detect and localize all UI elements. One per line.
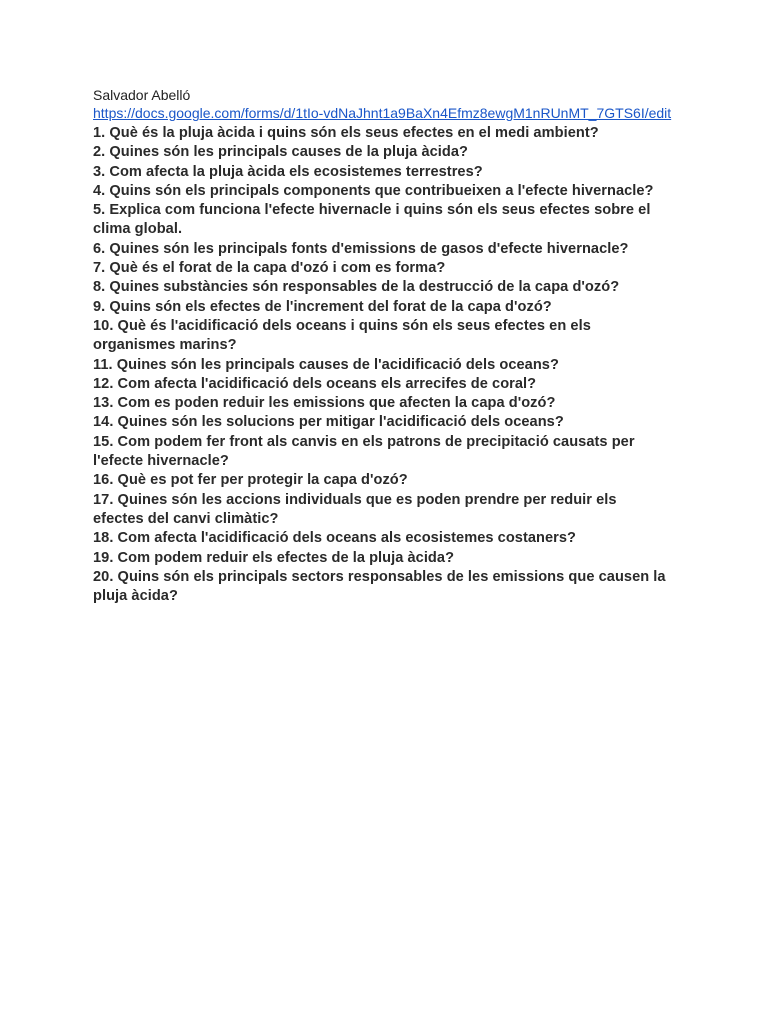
question-item: 3. Com afecta la pluja àcida els ecosistemes terrestres? [93, 163, 483, 180]
question-item: 19. Com podem reduir els efectes de la pluja àcida? [93, 549, 455, 566]
question-item: 6. Quines són les principals fonts d'emissions de gasos d'efecte hivernacle? [93, 240, 629, 257]
question-item: 5. Explica com funciona l'efecte hivernacle i quins són els seus efectes sobre el clima global. [93, 202, 651, 238]
question-item: 20. Quins són els principals sectors responsables de les emissions que causen la pluja àcida? [93, 568, 666, 605]
question-item: 13. Com es poden reduir les emissions que afecten la capa d'ozó? [93, 395, 556, 412]
question-item: 11. Quines són les principals causes de l'acidificació dels oceans? [93, 356, 559, 373]
author-name: Salvador Abelló [93, 87, 191, 103]
question-item: 12. Com afecta l'acidificació dels oceans els arrecifes de coral? [93, 375, 537, 392]
question-item: 1. Què és la pluja àcida i quins són els seus efectes en el medi ambient? [93, 125, 599, 141]
question-item: 9. Quins són els efectes de l'increment del forat de la capa d'ozó? [93, 298, 552, 315]
question-item: 2. Quines són les principals causes de la pluja àcida? [93, 144, 468, 161]
question-item: 18. Com afecta l'acidificació dels oceans als ecosistemes costaners? [93, 530, 577, 547]
question-item: 4. Quins són els principals components que contribueixen a l'efecte hivernacle? [93, 182, 654, 199]
question-item: 17. Quines són les accions individuals que es poden prendre per reduir els efectes del canvi climàtic? [93, 491, 617, 527]
document-page [93, 86, 683, 606]
question-item: 8. Quines substàncies són responsables de la destrucció de la capa d'ozó? [93, 279, 620, 296]
question-item: 14. Quines són les solucions per mitigar l'acidificació dels oceans? [93, 414, 564, 431]
google-forms-link[interactable]: https://docs.google.com/forms/d/1tIo-vdNaJhnt1a9BaXn4Efmz8ewgM1nRUnMT_7GTS6I/edit [93, 105, 672, 121]
question-item: 16. Què es pot fer per protegir la capa d'ozó? [93, 472, 408, 489]
question-item: 10. Què és l'acidificació dels oceans i quins són els seus efectes en els organismes marins? [93, 317, 591, 354]
question-item: 15. Com podem fer front als canvis en els patrons de precipitació causats per l'efecte hivernacle? [93, 433, 635, 470]
question-list [93, 124, 683, 606]
question-item: 7. Què és el forat de la capa d'ozó i com es forma? [93, 260, 446, 277]
